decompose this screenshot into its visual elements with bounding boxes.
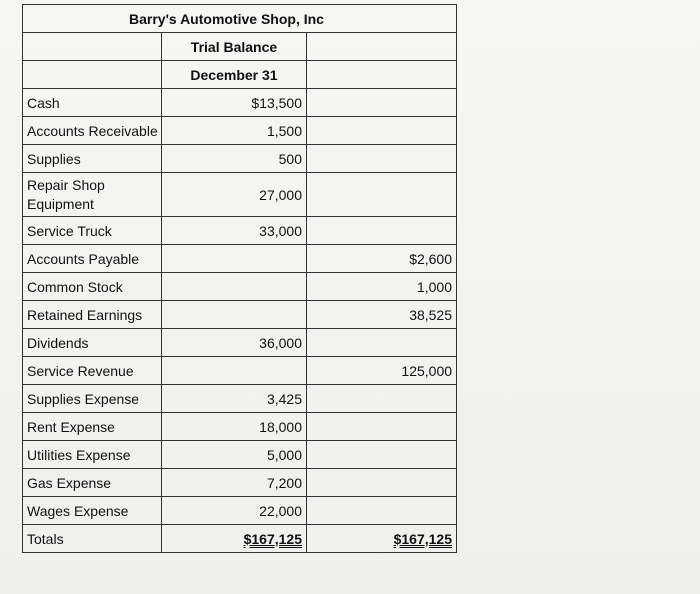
credit-amount bbox=[307, 441, 457, 469]
account-name: Supplies bbox=[23, 145, 162, 173]
debit-amount: 500 bbox=[162, 145, 307, 173]
totals-label: Totals bbox=[23, 525, 162, 553]
trial-balance-table-wrapper bbox=[22, 4, 456, 553]
credit-amount bbox=[307, 217, 457, 245]
totals-row bbox=[23, 525, 457, 553]
credit-amount bbox=[307, 413, 457, 441]
account-name: Accounts Payable bbox=[23, 245, 162, 273]
credit-amount: $2,600 bbox=[307, 245, 457, 273]
debit-amount: $13,500 bbox=[162, 89, 307, 117]
total-credit: $167,125 bbox=[307, 525, 457, 553]
account-name: Service Truck bbox=[23, 217, 162, 245]
header-blank-cell bbox=[23, 61, 162, 89]
debit-amount: 7,200 bbox=[162, 469, 307, 497]
credit-amount: 125,000 bbox=[307, 357, 457, 385]
trial-balance-table bbox=[22, 4, 457, 553]
credit-amount bbox=[307, 469, 457, 497]
account-name: Accounts Receivable bbox=[23, 117, 162, 145]
account-name: Retained Earnings bbox=[23, 301, 162, 329]
total-debit: $167,125 bbox=[162, 525, 307, 553]
credit-amount bbox=[307, 497, 457, 525]
header-blank-cell bbox=[23, 33, 162, 61]
account-name: Dividends bbox=[23, 329, 162, 357]
credit-amount bbox=[307, 117, 457, 145]
company-row bbox=[23, 5, 457, 33]
debit-amount: 22,000 bbox=[162, 497, 307, 525]
credit-amount bbox=[307, 385, 457, 413]
account-name: Utilities Expense bbox=[23, 441, 162, 469]
table-row bbox=[23, 413, 457, 441]
statement-date: December 31 bbox=[162, 61, 307, 89]
credit-amount: 1,000 bbox=[307, 273, 457, 301]
table-row bbox=[23, 245, 457, 273]
credit-amount bbox=[307, 145, 457, 173]
account-name: Cash bbox=[23, 89, 162, 117]
debit-amount bbox=[162, 357, 307, 385]
debit-amount bbox=[162, 245, 307, 273]
account-name: Repair Shop Equipment bbox=[23, 173, 162, 217]
account-name: Common Stock bbox=[23, 273, 162, 301]
table-row bbox=[23, 469, 457, 497]
statement-row bbox=[23, 33, 457, 61]
debit-amount: 33,000 bbox=[162, 217, 307, 245]
table-row bbox=[23, 329, 457, 357]
table-row bbox=[23, 497, 457, 525]
debit-amount: 1,500 bbox=[162, 117, 307, 145]
account-name: Wages Expense bbox=[23, 497, 162, 525]
debit-amount: 5,000 bbox=[162, 441, 307, 469]
table-row bbox=[23, 217, 457, 245]
table-row bbox=[23, 385, 457, 413]
account-name: Service Revenue bbox=[23, 357, 162, 385]
credit-amount bbox=[307, 329, 457, 357]
table-row bbox=[23, 357, 457, 385]
debit-amount: 27,000 bbox=[162, 173, 307, 217]
table-row bbox=[23, 145, 457, 173]
credit-amount bbox=[307, 89, 457, 117]
statement-title: Trial Balance bbox=[162, 33, 307, 61]
table-row bbox=[23, 89, 457, 117]
header-blank-cell bbox=[307, 33, 457, 61]
account-name: Rent Expense bbox=[23, 413, 162, 441]
debit-amount: 3,425 bbox=[162, 385, 307, 413]
debit-amount: 36,000 bbox=[162, 329, 307, 357]
table-row bbox=[23, 173, 457, 217]
header-blank-cell bbox=[307, 61, 457, 89]
table-row bbox=[23, 117, 457, 145]
date-row bbox=[23, 61, 457, 89]
credit-amount: 38,525 bbox=[307, 301, 457, 329]
credit-amount bbox=[307, 173, 457, 217]
debit-amount: 18,000 bbox=[162, 413, 307, 441]
debit-amount bbox=[162, 273, 307, 301]
debit-amount bbox=[162, 301, 307, 329]
account-name: Gas Expense bbox=[23, 469, 162, 497]
table-row bbox=[23, 301, 457, 329]
company-name: Barry's Automotive Shop, Inc bbox=[23, 5, 457, 33]
table-row bbox=[23, 273, 457, 301]
account-name: Supplies Expense bbox=[23, 385, 162, 413]
table-row bbox=[23, 441, 457, 469]
